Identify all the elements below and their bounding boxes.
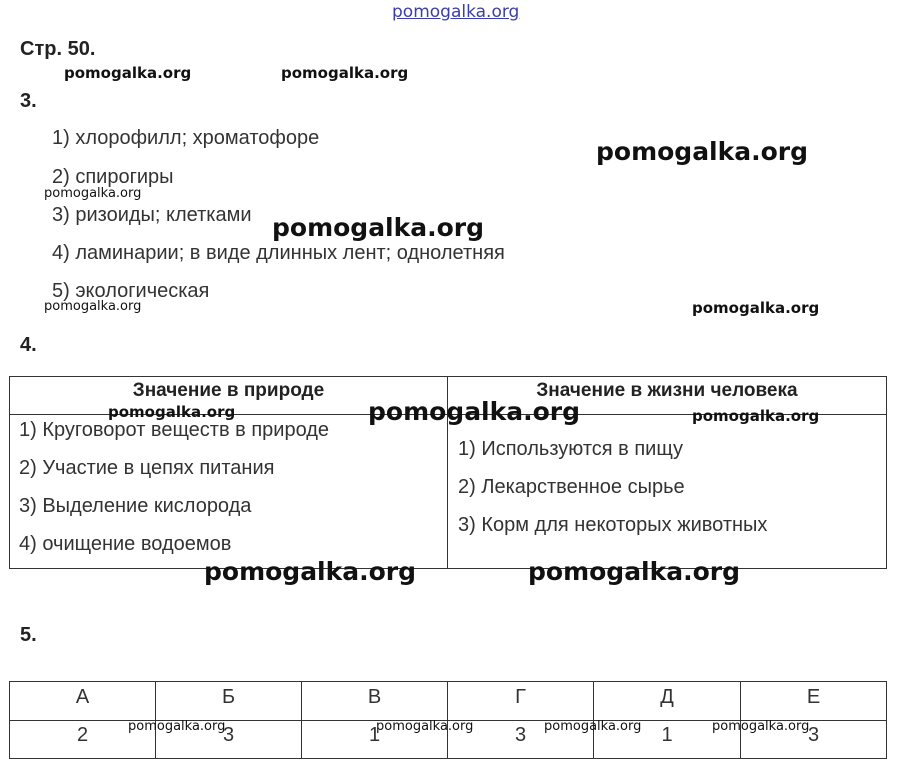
table-border bbox=[9, 681, 887, 682]
nature-item-1: 1) Круговорот веществ в природе bbox=[19, 419, 330, 441]
answer-cell: 2 bbox=[76, 724, 89, 746]
table-header-nature: Значение в природе bbox=[132, 380, 325, 401]
watermark: pomogalka.org bbox=[544, 719, 642, 734]
table-border bbox=[9, 376, 10, 569]
watermark: pomogalka.org bbox=[128, 719, 226, 734]
table-border bbox=[9, 568, 887, 569]
letter-cell: А bbox=[75, 686, 90, 708]
nature-item-4: 4) очищение водоемов bbox=[19, 533, 232, 555]
watermark: pomogalka.org bbox=[596, 137, 809, 166]
watermark: pomogalka.org bbox=[368, 397, 581, 426]
table-border bbox=[9, 376, 887, 377]
answer-cell: 3 bbox=[514, 724, 527, 746]
human-item-3: 3) Корм для некоторых животных bbox=[458, 514, 768, 536]
task3-item-4: 4) ламинарии; в виде длинных лент; однолетняя bbox=[52, 242, 505, 264]
letter-cell: Б bbox=[221, 686, 236, 708]
task3-item-3: 3) ризоиды; клетками bbox=[52, 204, 252, 226]
letter-cell: Д bbox=[660, 686, 674, 708]
watermark: pomogalka.org bbox=[528, 557, 741, 586]
answer-cell: 3 bbox=[222, 724, 235, 746]
watermark: pomogalka.org bbox=[692, 299, 820, 317]
watermark: pomogalka.org bbox=[272, 213, 485, 242]
task3-item-2: 2) спирогиры bbox=[52, 166, 174, 188]
page-label: Стр. 50. bbox=[20, 38, 96, 60]
watermark: pomogalka.org bbox=[44, 299, 142, 314]
watermark: pomogalka.org bbox=[712, 719, 810, 734]
nature-item-2: 2) Участие в цепях питания bbox=[19, 457, 275, 479]
watermark: pomogalka.org bbox=[281, 64, 409, 82]
answer-cell: 3 bbox=[807, 724, 820, 746]
letter-cell: Г bbox=[515, 686, 526, 708]
human-item-2: 2) Лекарственное сырье bbox=[458, 476, 685, 498]
answer-cell: 1 bbox=[368, 724, 381, 746]
task3-item-5: 5) экологическая bbox=[52, 280, 210, 302]
watermark-top[interactable]: pomogalka.org bbox=[392, 2, 520, 22]
table-header-human: Значение в жизни человека bbox=[536, 380, 798, 401]
answer-cell: 1 bbox=[661, 724, 673, 746]
letter-cell: В bbox=[367, 686, 382, 708]
watermark: pomogalka.org bbox=[376, 719, 474, 734]
watermark: pomogalka.org bbox=[44, 186, 142, 201]
table-border bbox=[886, 681, 887, 759]
task3-number: 3. bbox=[20, 90, 37, 112]
watermark: pomogalka.org bbox=[64, 64, 192, 82]
nature-item-3: 3) Выделение кислорода bbox=[19, 495, 252, 517]
watermark: pomogalka.org bbox=[204, 557, 417, 586]
table-border bbox=[886, 376, 887, 569]
human-item-1: 1) Используются в пищу bbox=[458, 438, 684, 460]
watermark: pomogalka.org bbox=[108, 403, 236, 421]
table-border bbox=[9, 758, 887, 759]
task4-number: 4. bbox=[20, 334, 37, 356]
task5-number: 5. bbox=[20, 624, 37, 646]
task3-item-1: 1) хлорофилл; хроматофоре bbox=[52, 127, 320, 149]
letter-cell: Е bbox=[806, 686, 821, 708]
watermark: pomogalka.org bbox=[692, 407, 820, 425]
